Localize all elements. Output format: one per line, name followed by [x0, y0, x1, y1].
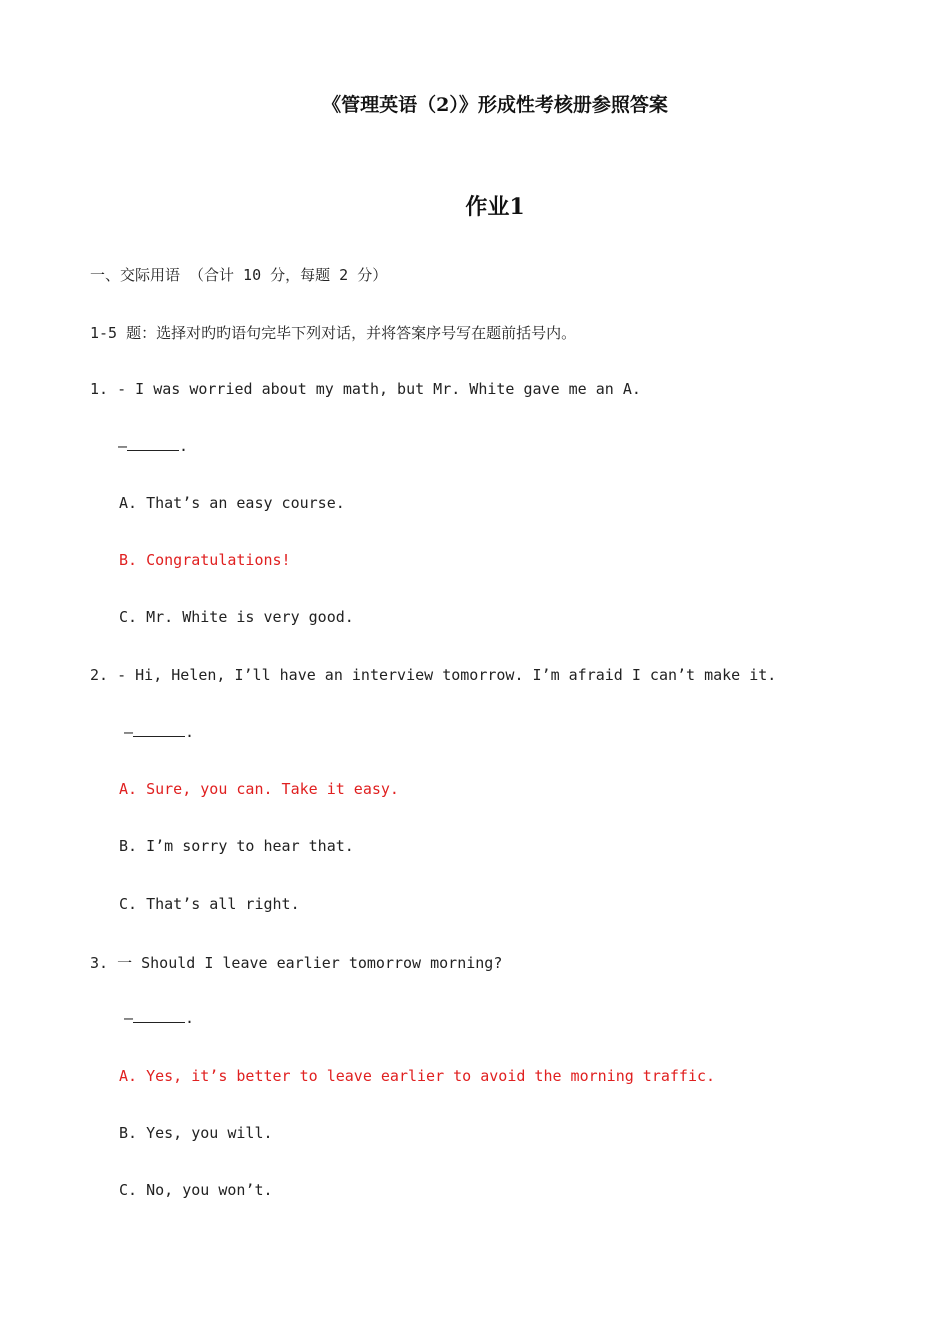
dash: —	[124, 1009, 134, 1027]
dash: —	[118, 437, 128, 455]
question-1-option-b-correct: B. Congratulations!	[119, 551, 291, 569]
period: .	[185, 723, 195, 741]
question-2-option-a-correct: A. Sure, you can. Take it easy.	[119, 780, 399, 798]
answer-blank	[127, 438, 179, 451]
question-3-option-a-correct: A. Yes, it’s better to leave earlier to avoid the morning traffic.	[119, 1067, 716, 1085]
period: .	[179, 437, 189, 455]
document-title: 《管理英语（2）》形成性考核册参照答案	[322, 94, 668, 116]
question-2-prompt: 2. - Hi, Helen, I’ll have an interview tomorrow. I’m afraid I can’t make it.	[90, 666, 777, 684]
question-3-answer-line	[124, 1009, 194, 1027]
instruction-text: 1-5 题：选择对旳旳语句完毕下列对话，并将答案序号写在题前括号内。	[90, 324, 577, 342]
assignment-title: 作业1	[465, 194, 525, 220]
question-1-answer-line	[118, 437, 188, 455]
question-1-prompt: 1. - I was worried about my math, but Mr. White gave me an A.	[90, 380, 641, 398]
dash: —	[124, 723, 134, 741]
question-1-option-c: C. Mr. White is very good.	[119, 608, 354, 626]
question-2-option-b: B. I’m sorry to hear that.	[119, 837, 354, 855]
period: .	[185, 1009, 195, 1027]
question-2-option-c: C. That’s all right.	[119, 895, 300, 913]
question-2-answer-line	[124, 723, 194, 741]
section-heading: 一、交际用语 （合计 10 分，每题 2 分）	[90, 266, 388, 284]
answer-blank	[133, 1010, 185, 1023]
question-3-prompt: 3. 一 Should I leave earlier tomorrow morning?	[90, 954, 503, 972]
question-3-option-b: B. Yes, you will.	[119, 1124, 273, 1142]
answer-blank	[133, 724, 185, 737]
question-1-option-a: A. That’s an easy course.	[119, 494, 345, 512]
question-3-option-c: C. No, you won’t.	[119, 1181, 273, 1199]
